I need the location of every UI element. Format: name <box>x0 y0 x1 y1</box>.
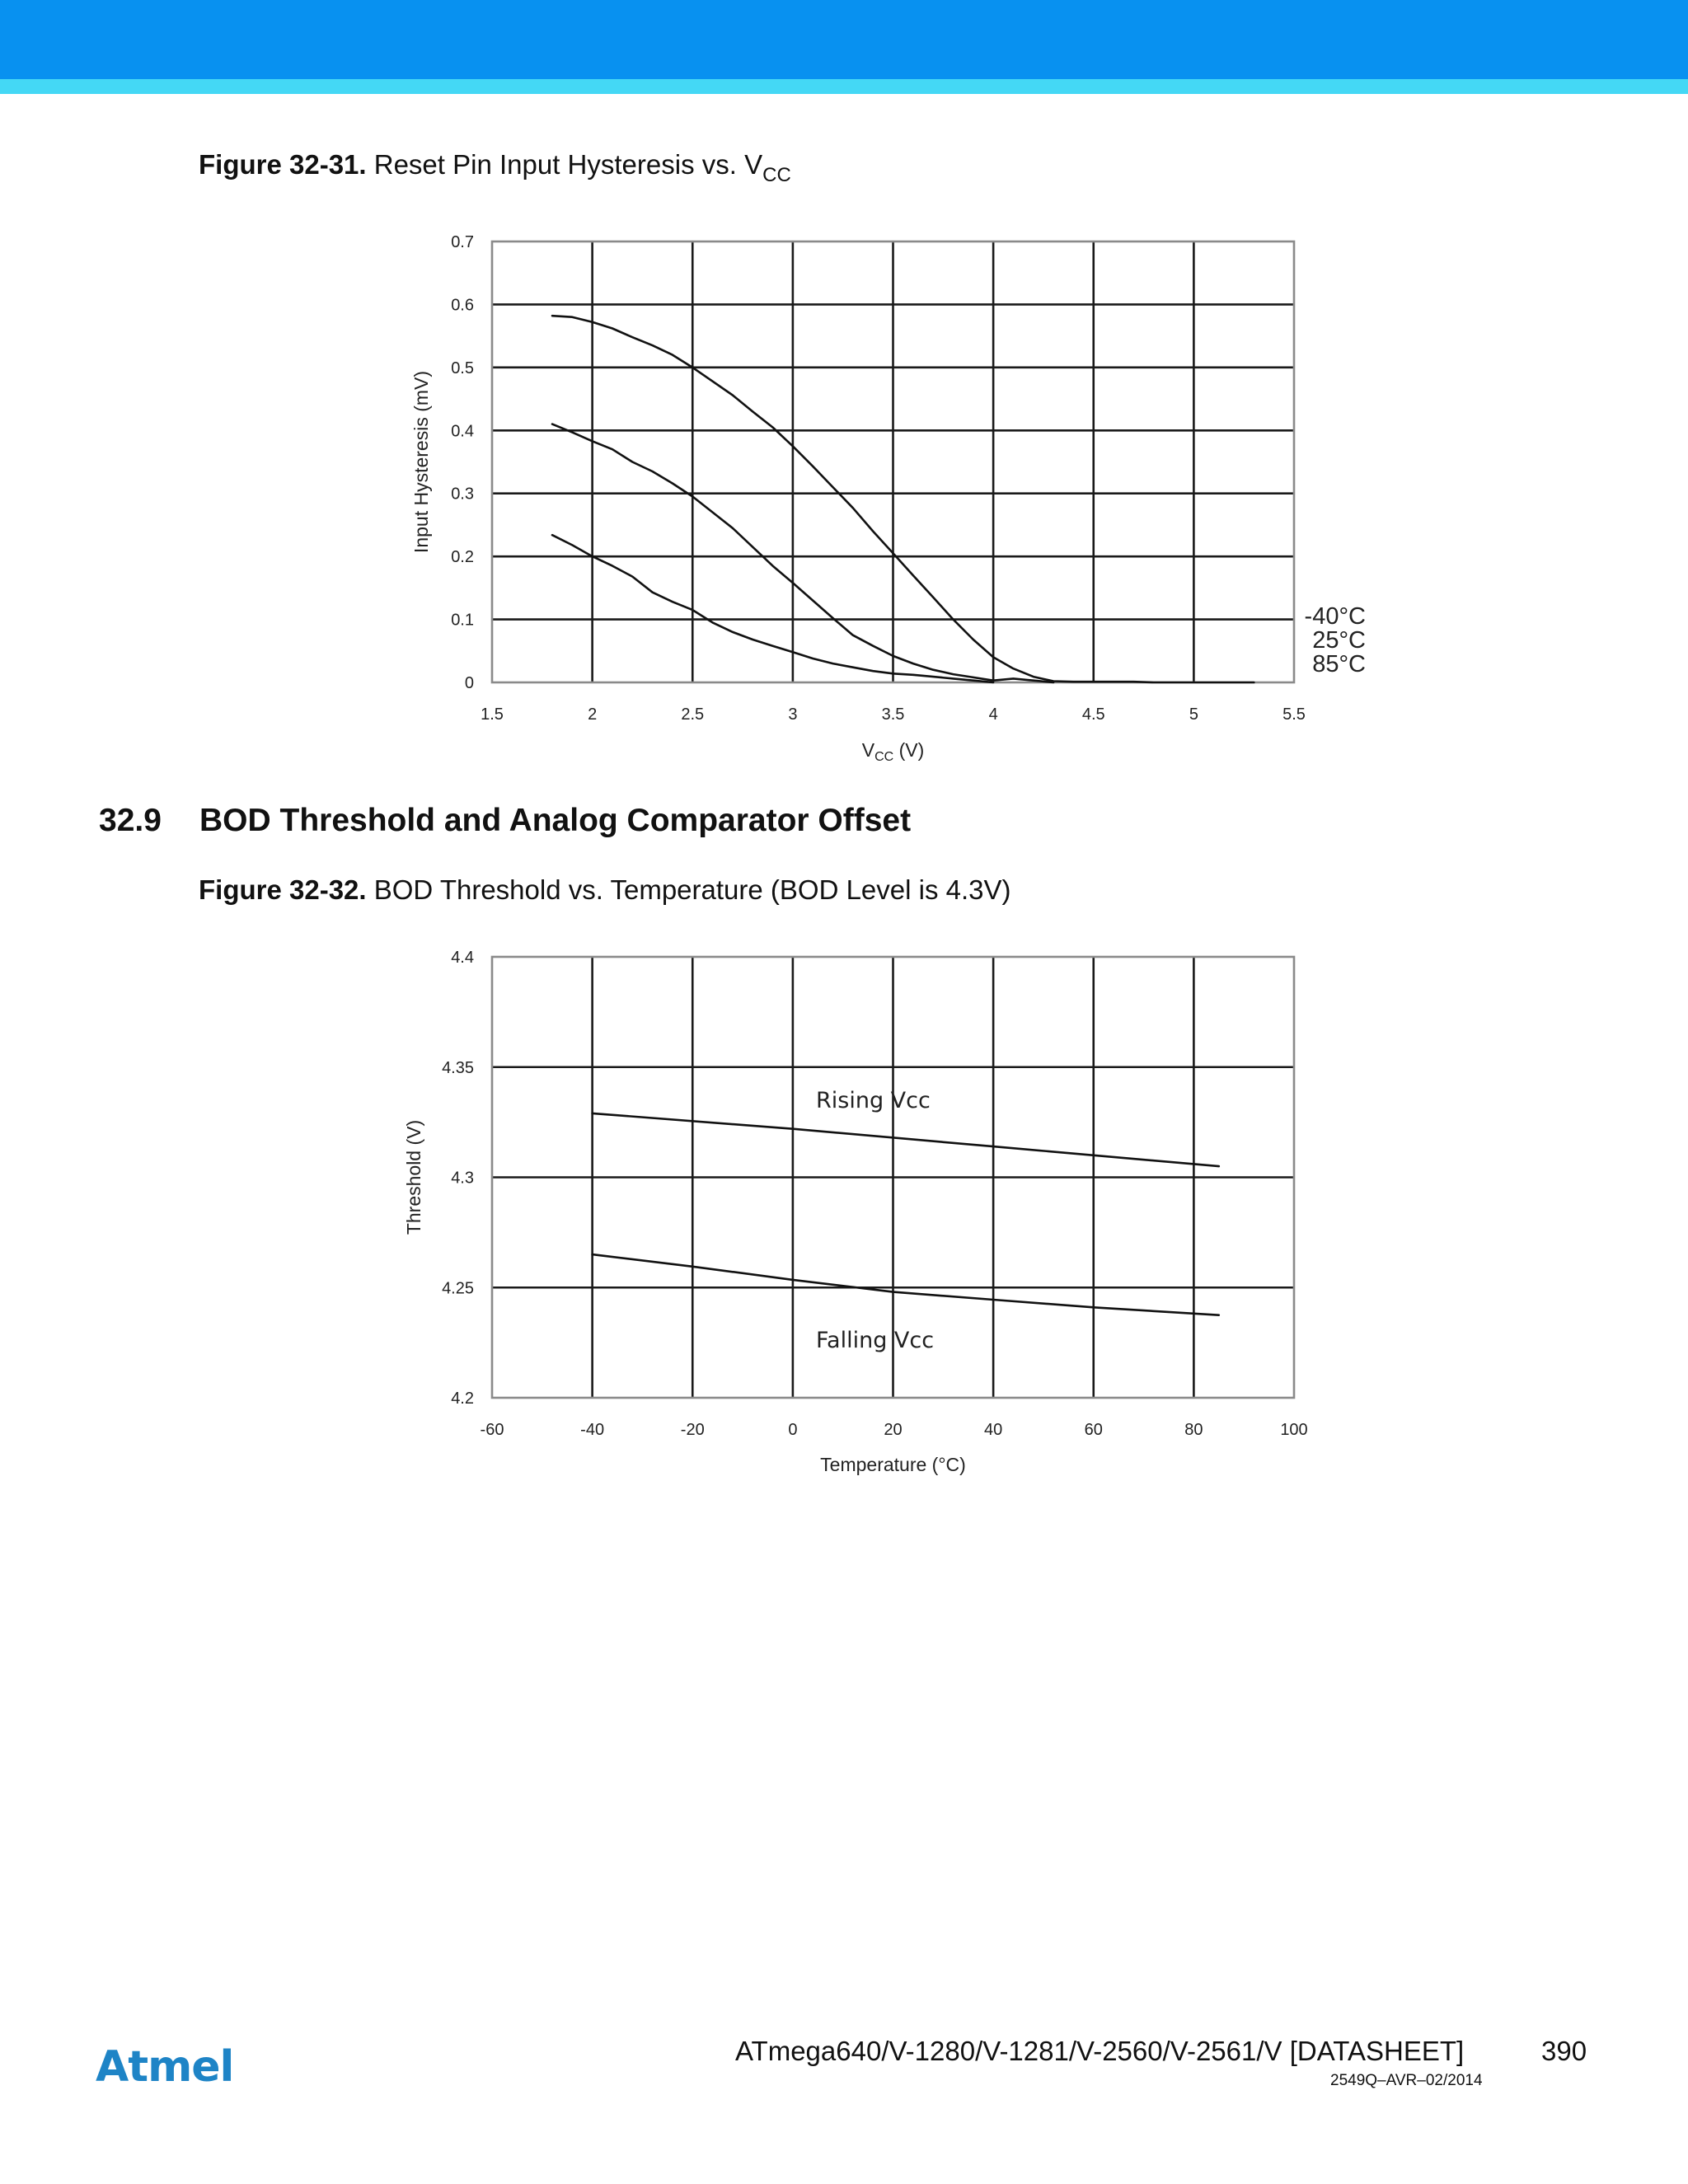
x-axis-title-unit: (V) <box>893 739 925 761</box>
y-tick-label: 0.6 <box>451 296 474 315</box>
y-axis-title: Input Hysteresis (mV) <box>410 370 432 554</box>
x-tick-label: 1.5 <box>481 705 504 724</box>
x-tick-label: 5.5 <box>1282 705 1306 724</box>
x-tick-label: 2 <box>588 705 598 724</box>
x-tick-label: 60 <box>1084 1421 1103 1439</box>
x-axis-title: Temperature (°C) <box>820 1454 966 1475</box>
y-tick-label: 0.7 <box>451 233 474 251</box>
x-tick-label: 0 <box>788 1421 798 1439</box>
y-tick-label: 0.4 <box>451 422 474 441</box>
annotation-falling-vcc: Falling Vcc <box>816 1328 935 1353</box>
x-tick-label: 3 <box>788 705 798 724</box>
x-tick-label: 2.5 <box>681 705 705 724</box>
footer-document-title: ATmega640/V-1280/V-1281/V-2560/V-2561/V [DATASHEET] <box>735 2036 1465 2066</box>
y-tick-label: 0.3 <box>451 485 474 504</box>
figure-title: BOD Threshold vs. Temperature (BOD Level is 4.3V) <box>373 874 1011 905</box>
x-axis-title-subscript: CC <box>874 750 894 764</box>
legend-entry: -40°C <box>1304 603 1366 630</box>
x-tick-label: -60 <box>480 1421 504 1439</box>
legend-entry: 25°C <box>1312 627 1366 654</box>
y-tick-label: 4.2 <box>451 1390 474 1408</box>
x-tick-label: 40 <box>984 1421 1003 1439</box>
figure-label: Figure 32-32. <box>199 874 367 905</box>
y-tick-label: 0.1 <box>451 611 474 630</box>
figure-title: Reset Pin Input Hysteresis vs. V <box>373 149 763 180</box>
series-line <box>593 1254 1219 1315</box>
x-tick-label: 20 <box>884 1421 903 1439</box>
x-tick-label: 4.5 <box>1081 705 1105 724</box>
x-tick-label: -20 <box>680 1421 705 1439</box>
y-tick-label: 4.4 <box>451 949 474 967</box>
figure-title-subscript: CC <box>762 164 791 186</box>
y-tick-label: 4.3 <box>451 1169 474 1188</box>
x-tick-label: 5 <box>1189 705 1198 724</box>
x-tick-label: 80 <box>1184 1421 1203 1439</box>
section-title: BOD Threshold and Analog Comparator Offset <box>199 803 912 838</box>
document-code: 2549Q–AVR–02/2014 <box>1330 2072 1483 2089</box>
x-tick-label: 100 <box>1280 1421 1308 1439</box>
y-tick-label: 0 <box>464 674 474 692</box>
x-axis-title: $V_{CC}$ (V) <box>861 739 925 764</box>
figure-label: Figure 32-31. <box>199 149 367 180</box>
y-tick-label: 4.35 <box>442 1058 474 1077</box>
annotation-rising-vcc: Rising Vcc <box>816 1088 931 1113</box>
legend-entry: 85°C <box>1312 651 1366 677</box>
y-tick-label: 4.25 <box>442 1279 474 1298</box>
x-tick-label: 3.5 <box>881 705 905 724</box>
y-axis-title: Threshold (V) <box>403 1119 424 1235</box>
x-tick-label: -40 <box>580 1421 605 1439</box>
page-number: 390 <box>1541 2036 1587 2066</box>
atmel-logo: Atmel <box>96 2042 234 2092</box>
y-tick-label: 0.5 <box>451 359 474 377</box>
y-tick-label: 0.2 <box>451 548 474 567</box>
section-number: 32.9 <box>99 803 162 838</box>
x-tick-label: 4 <box>988 705 998 724</box>
series-line <box>593 1113 1219 1166</box>
